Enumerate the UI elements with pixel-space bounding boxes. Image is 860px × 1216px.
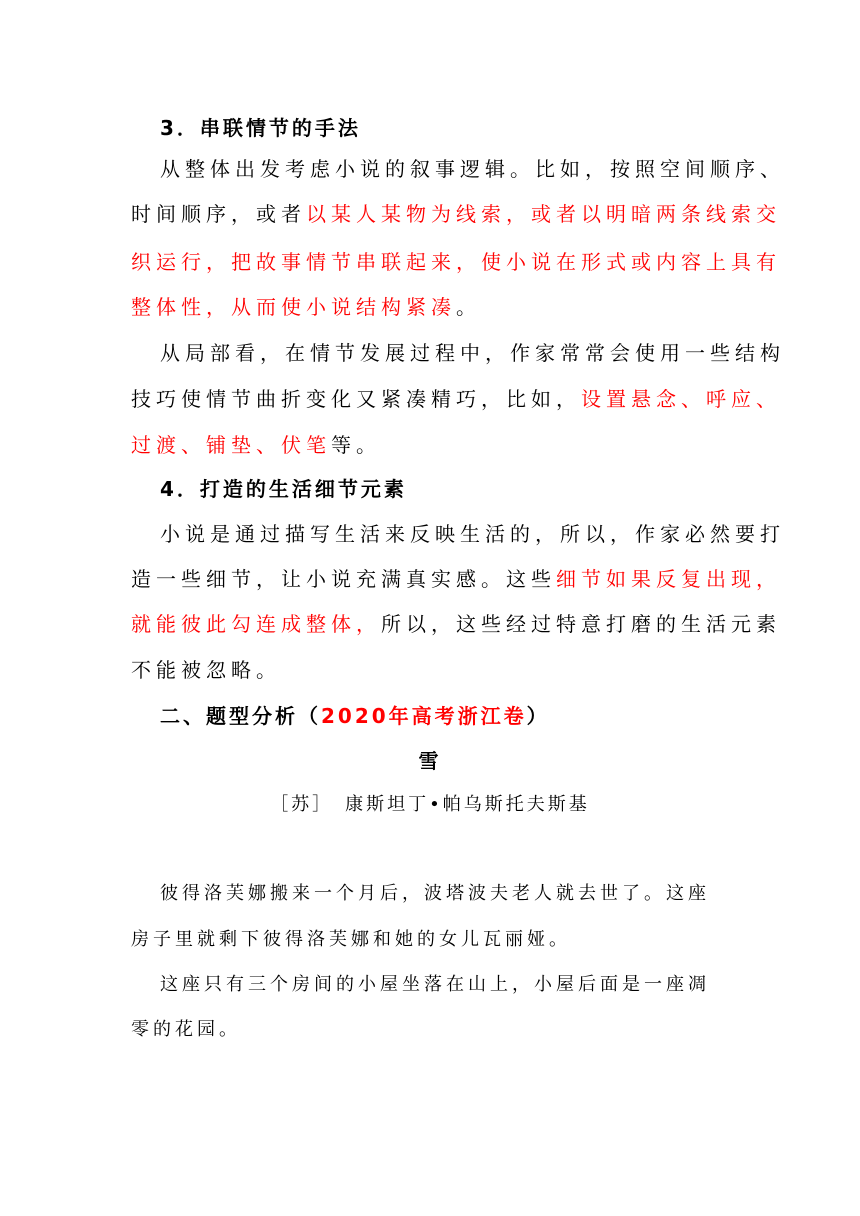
paragraph-line: 这座只有三个房间的小屋坐落在山上，小屋后面是一座凋 bbox=[160, 974, 710, 995]
paragraph-line: 彼得洛芙娜搬来一个月后，波塔波夫老人就去世了。这座 bbox=[160, 883, 710, 904]
highlight-text: 2020年高考浙江卷 bbox=[321, 704, 527, 728]
paragraph-line: 房子里就剩下彼得洛芙娜和她的女儿瓦丽娅。 bbox=[131, 929, 571, 950]
highlight-text: 就能彼此勾连成整体， bbox=[131, 612, 381, 636]
text-span: ） bbox=[526, 704, 550, 728]
paragraph-line bbox=[131, 610, 781, 638]
paragraph-line bbox=[131, 431, 731, 459]
text-span: 等。 bbox=[331, 433, 381, 457]
paragraph-line: 不能被忽略。 bbox=[131, 658, 281, 682]
paragraph-line bbox=[131, 200, 781, 228]
text-span: 。 bbox=[456, 295, 481, 319]
text-span: 造一些细节，让小说充满真实感。这些 bbox=[131, 567, 556, 591]
highlight-line: 织运行，把故事情节串联起来，使小说在形式或内容上具有 bbox=[131, 250, 781, 274]
section-4-heading: 4．打造的生活细节元素 bbox=[160, 477, 407, 501]
story-author: ［苏］ 康斯坦丁•帕乌斯托夫斯基 bbox=[270, 794, 590, 815]
paragraph-line: 小说是通过描写生活来反映生活的，所以，作家必然要打 bbox=[160, 522, 785, 546]
paragraph-line: 零的花园。 bbox=[131, 1019, 241, 1040]
paragraph-line: 从局部看，在情节发展过程中，作家常常会使用一些结构 bbox=[160, 341, 785, 365]
paragraph-line bbox=[131, 565, 781, 593]
part-2-heading bbox=[160, 702, 730, 730]
section-3-heading: 3．串联情节的手法 bbox=[160, 116, 361, 140]
highlight-text: 设置悬念、呼应、 bbox=[581, 387, 781, 411]
highlight-text: 过渡、铺垫、伏笔 bbox=[131, 433, 331, 457]
highlight-text: 细节如果反复出现， bbox=[556, 567, 781, 591]
paragraph-line bbox=[131, 385, 781, 413]
text-span: 所以，这些经过特意打磨的生活元素 bbox=[381, 612, 781, 636]
paragraph-line: 从整体出发考虑小说的叙事逻辑。比如，按照空间顺序、 bbox=[160, 157, 785, 181]
paragraph-line bbox=[131, 293, 731, 321]
text-span: 二、题型分析（ bbox=[160, 704, 321, 728]
highlight-text: 整体性，从而使小说结构紧凑 bbox=[131, 295, 456, 319]
text-span: 时间顺序，或者 bbox=[131, 202, 306, 226]
story-title: 雪 bbox=[418, 749, 442, 773]
text-span: 技巧使情节曲折变化又紧凑精巧，比如， bbox=[131, 387, 581, 411]
highlight-text: 以某人某物为线索，或者以明暗两条线索交 bbox=[306, 202, 781, 226]
